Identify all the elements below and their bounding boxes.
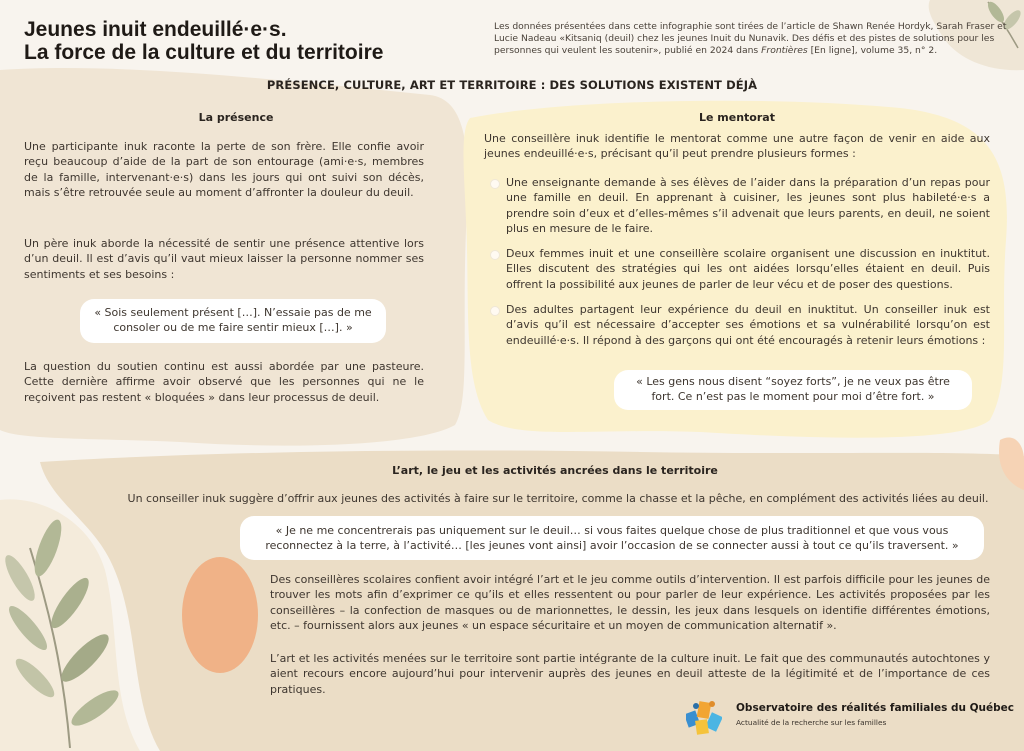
art-quote: « Je ne me concentrerais pas uniquement sur le deuil… si vous faites quelque chose de plus traditionnel et que vous vous reconnectez à la terre, à l’activité… [les jeunes vont ainsi] avoir l’occasion de se connecter aussi à tout ce qu’ils traversent. »: [240, 516, 984, 560]
observatoire-logo-icon: [686, 698, 722, 736]
list-item: [484, 175, 990, 236]
page-title: [24, 18, 383, 64]
source-text-before: Les données présentées dans cette infographie sont tirées de l’article de Shawn Renée Hordyk, Sarah Fraser et Lucie Nadeau «Kitsaniq (deuil) chez les jeunes Inuit du Nunavik. Des défis et des pistes de solutions pour les personnes qui veulent les soutenir», publié en 2024 dans: [494, 21, 1007, 56]
art-paragraph-1: Des conseillères scolaires confient avoir intégré l’art et le jeu comme outils d’intervention. Il est parfois difficile pour les jeunes de trouver les mots afin d’exprimer ce qu’ils et elles ressentent ou pour parler de leur expérience. Les activités proposées par les conseillères – la confection de masques ou de marionnettes, le dessin, les jeux dans lesquels on identifie différentes émotions, etc. – fournissent alors aux jeunes « un espace sécuritaire et un moyen de communication alternatif ».: [270, 573, 990, 632]
presence-paragraph-2: Un père inuk aborde la nécessité de sentir une présence attentive lors d’un deuil. Il est d’avis qu’il vaut mieux laisser la personne nommer ses sentiments et ses besoins :: [24, 237, 424, 281]
source-journal: Frontières: [761, 45, 808, 56]
mentorat-bullet-2: Deux femmes inuit et une conseillère scolaire organisent une discussion en inuktitut. Elles discutent des stratégies qui les ont aidées lorsqu’elles étaient en deuil. Puis offrent la possibilité aux jeunes de parler de leur vécu et de poser des questions.: [506, 247, 990, 291]
art-section-title: L’art, le jeu et les activités ancrées dans le territoire: [392, 464, 718, 477]
leaf-branch-icon: [0, 508, 150, 748]
list-item: [484, 302, 990, 348]
bullet-dot-icon: [490, 179, 500, 189]
title-line-1: Jeunes inuit endeuillé·e·s.: [24, 18, 287, 41]
mentorat-section-title: Le mentorat: [699, 111, 775, 124]
presence-paragraph-1: Une participante inuk raconte la perte de son frère. Elle confie avoir reçu beaucoup d’aide de la part de son entourage (ami·e·s, membres de la famille, intervenant·e·s) dans les jours qui ont suivi son décès, mais s’être retrouvée seule au moment d’affronter la douleur du deuil.: [24, 140, 424, 199]
mentorat-intro: Une conseillère inuk identifie le mentorat comme une autre façon de venir en aide aux jeunes endeuillé·e·s, précisant qu’il peut prendre plusieurs formes :: [484, 132, 990, 161]
bullet-dot-icon: [490, 250, 500, 260]
mentorat-bullet-3: Des adultes partagent leur expérience du deuil en inuktitut. Un conseiller inuk est d’avis qu’il est nécessaire d’accepter ses émotions et sa vulnérabilité lorsqu’on est endeuillé·e·s. Il répond à des garçons qui ont été encouragés à retenir leurs émotions :: [506, 303, 990, 347]
art-intro: Un conseiller inuk suggère d’offrir aux jeunes des activités à faire sur le territoire, comme la chasse et la pêche, en complément des activités liées au deuil.: [127, 492, 989, 505]
presence-paragraph-3: La question du soutien continu est aussi abordée par une pasteure. Cette dernière affirme avoir observé que les personnes qui ne le reçoivent pas restent « bloquées » dans leur processus de deuil.: [24, 360, 424, 404]
mentorat-list: [484, 175, 990, 358]
organization-name: Observatoire des réalités familiales du Québec: [736, 702, 1015, 714]
presence-quote: « Sois seulement présent […]. N’essaie pas de me consoler ou de me faire sentir mieux […]. »: [80, 299, 386, 343]
list-item: [484, 246, 990, 292]
mentorat-quote: « Les gens nous disent “soyez forts”, je ne veux pas être fort. Ce n’est pas le moment pour moi d’être fort. »: [614, 370, 972, 410]
source-citation: [494, 21, 1016, 57]
page-subtitle: PRÉSENCE, CULTURE, ART ET TERRITOIRE : DES SOLUTIONS EXISTENT DÉJÀ: [266, 78, 758, 92]
source-text-after: [En ligne], volume 35, n° 2.: [807, 45, 938, 56]
bullet-dot-icon: [490, 306, 500, 316]
art-paragraph-2: L’art et les activités menées sur le territoire sont partie intégrante de la culture inuit. Le fait que des communautés autochtones y aient recours encore aujourd’hui pour intervenir auprès des jeunes en deuil atteste de la légitimité et de l’importance de ces pratiques.: [270, 652, 990, 696]
title-line-2: La force de la culture et du territoire: [24, 41, 384, 64]
mentorat-bullet-1: Une enseignante demande à ses élèves de l’aider dans la préparation d’un repas pour une famille en deuil. En apprenant à cuisiner, les jeunes sont plus habileté·e·s a prendre soin d’eux et d’elles-mêmes s’il advenait que leurs parents, en deuil, ne soient plus en mesure de le faire.: [506, 176, 990, 235]
presence-section-title: La présence: [198, 111, 274, 124]
peach-blob: [182, 557, 258, 673]
organization-tagline: Actualité de la recherche sur les familles: [736, 718, 887, 727]
